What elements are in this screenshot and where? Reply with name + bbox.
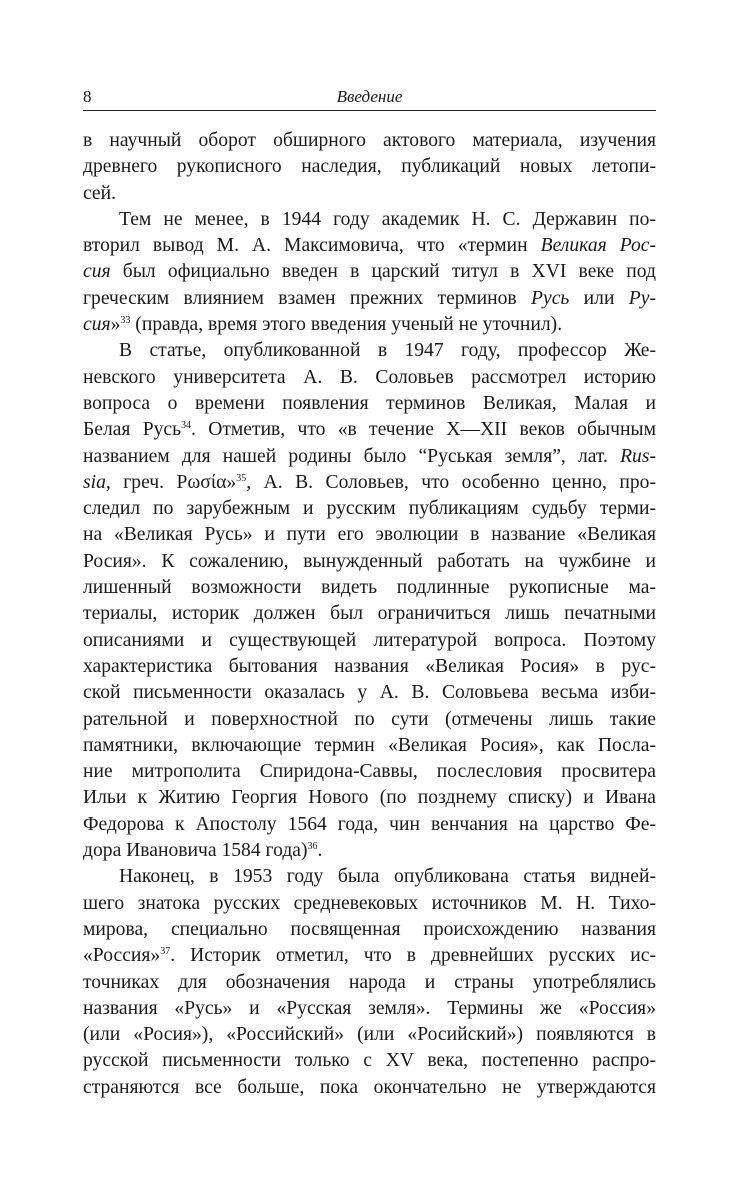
running-title: Введение <box>336 87 403 106</box>
text-segment: точниках для обозначения народа и страны употреблялись <box>83 971 656 993</box>
text-line <box>83 233 656 259</box>
text-segment: греческим влиянием взамен прежних терминов <box>83 287 532 309</box>
text-segment: или <box>569 287 629 309</box>
text-segment: в научный оборот обширного актового материала, изучения <box>83 130 656 151</box>
text-segment: териалы, историк должен был ограничиться лишь печатными <box>83 603 656 625</box>
text-segment: описаниями и существующей литературой вопроса. Поэтому <box>83 629 656 651</box>
text-segment: на «Великая Русь» и пути его эволюции в название «Великая <box>83 524 656 546</box>
text-segment: Федорова к Апостолу 1564 года, чин венчания на царство Фе- <box>83 813 656 835</box>
text-segment: Тем не менее, в 1944 году академик Н. С. Державин по- <box>119 208 656 230</box>
italic-term: sia <box>83 471 106 493</box>
text-segment: вторил вывод М. А. Максимовича, что «термин <box>83 235 541 257</box>
text-segment: (правда, время этого введения ученый не уточнил). <box>130 314 563 336</box>
text-segment: ской письменности оказалась у А. В. Соловьева весьма изби- <box>83 682 656 704</box>
text-segment: (или «Росия»), «Российский» (или «Росийский») появляются в <box>83 1024 656 1046</box>
text-line <box>83 785 656 811</box>
text-segment: древнего рукописного наследия, публикаций новых летопи- <box>83 156 656 178</box>
text-line <box>83 891 656 917</box>
text-line <box>83 759 656 785</box>
text-line <box>83 680 656 706</box>
text-segment: «Россия» <box>83 945 161 967</box>
text-line <box>83 365 656 391</box>
text-line <box>83 154 656 180</box>
text-line <box>83 338 656 364</box>
italic-term: Русь <box>531 287 570 309</box>
italic-term: Rus- <box>620 445 656 467</box>
text-segment: , греч. Ρωσία» <box>105 471 237 493</box>
text-segment: . Отметив, что «в течение X—XII веков обычным <box>191 419 656 441</box>
italic-term: Ру- <box>628 287 656 309</box>
text-segment: страняются все больше, пока окончательно не утверждаются <box>83 1076 656 1098</box>
text-line <box>83 601 656 627</box>
text-line <box>83 207 656 233</box>
text-segment: Росия». К сожалению, вынужденный работать на чужбине и <box>83 550 656 572</box>
text-segment: следил по зарубежным и русским публикациям судьбу терми- <box>83 498 656 520</box>
text-line <box>83 470 656 496</box>
text-line <box>83 417 656 443</box>
text-segment: названия «Русь» и «Русская земля». Термины же «Россия» <box>83 997 656 1019</box>
footnote-ref: 35 <box>236 472 247 484</box>
text-line <box>83 496 656 522</box>
text-line <box>83 444 656 470</box>
text-segment: памятники, включающие термин «Великая Росия», как Посла- <box>83 734 656 756</box>
text-line <box>83 391 656 417</box>
text-segment: характеристика бытования названия «Великая Росия» в рус- <box>83 655 656 677</box>
running-header <box>83 86 656 111</box>
text-segment: вопроса о времени появления терминов Великая, Малая и <box>83 392 656 414</box>
text-segment: был официально введен в царский титул в XVI веке под <box>110 261 656 283</box>
italic-term: сия <box>83 261 111 283</box>
text-segment: названием для нашей родины было “Руськая земля”, лат. <box>83 445 621 467</box>
text-segment: , А. В. Соловьев, что особенно ценно, про- <box>246 471 656 493</box>
text-line <box>83 943 656 969</box>
text-line <box>83 970 656 996</box>
text-segment: сей. <box>83 182 117 204</box>
text-segment: лишенный возможности видеть подлинные рукописные ма- <box>83 577 656 599</box>
text-segment: Наконец, в 1953 году была опубликована статья видней- <box>119 866 656 888</box>
text-line <box>83 628 656 654</box>
text-line <box>83 1075 656 1101</box>
text-segment: мирова, специально посвященная происхождению названия <box>83 918 656 940</box>
text-segment: . <box>317 840 323 862</box>
text-line <box>83 733 656 759</box>
body-text <box>83 128 656 1101</box>
text-segment: . Историк отметил, что в древнейших русских ис- <box>170 945 656 967</box>
italic-term: Великая Рос- <box>540 235 657 257</box>
text-segment: » <box>110 314 121 336</box>
footnote-ref: 33 <box>120 315 131 327</box>
page-number: 8 <box>83 87 92 106</box>
text-segment: Белая Русь <box>83 419 182 441</box>
text-line <box>83 917 656 943</box>
text-line <box>83 181 656 207</box>
text-line <box>83 549 656 575</box>
text-line <box>83 707 656 733</box>
text-segment: В статье, опубликованной в 1947 году, профессор Же- <box>119 340 656 362</box>
text-line <box>83 1022 656 1048</box>
text-segment: ние митрополита Спиридона-Саввы, послесловия просвитера <box>83 761 656 783</box>
text-segment: шего знатока русских средневековых источников М. Н. Тихо- <box>83 892 656 914</box>
text-line <box>83 838 656 864</box>
text-segment: невского университета А. В. Соловьев рассмотрел историю <box>83 366 656 388</box>
text-line <box>83 286 656 312</box>
text-line <box>83 812 656 838</box>
footnote-ref: 34 <box>181 420 192 432</box>
text-line <box>83 522 656 548</box>
italic-term: сия <box>83 314 111 336</box>
footnote-ref: 36 <box>307 841 318 853</box>
text-segment: рательной и поверхностной по сути (отмечены лишь такие <box>83 708 656 730</box>
text-line <box>83 996 656 1022</box>
text-line <box>83 128 656 154</box>
footnote-ref: 37 <box>160 946 171 958</box>
text-line <box>83 312 656 338</box>
text-line <box>83 864 656 890</box>
text-segment: Ильи к Житию Георгия Нового (по позднему списку) и Ивана <box>83 787 656 809</box>
text-line <box>83 1048 656 1074</box>
text-segment: русской письменности только с XV века, постепенно распро- <box>83 1050 656 1072</box>
text-line <box>83 259 656 285</box>
text-line <box>83 654 656 680</box>
text-segment: дора Ивановича 1584 года) <box>83 840 308 862</box>
text-line <box>83 575 656 601</box>
